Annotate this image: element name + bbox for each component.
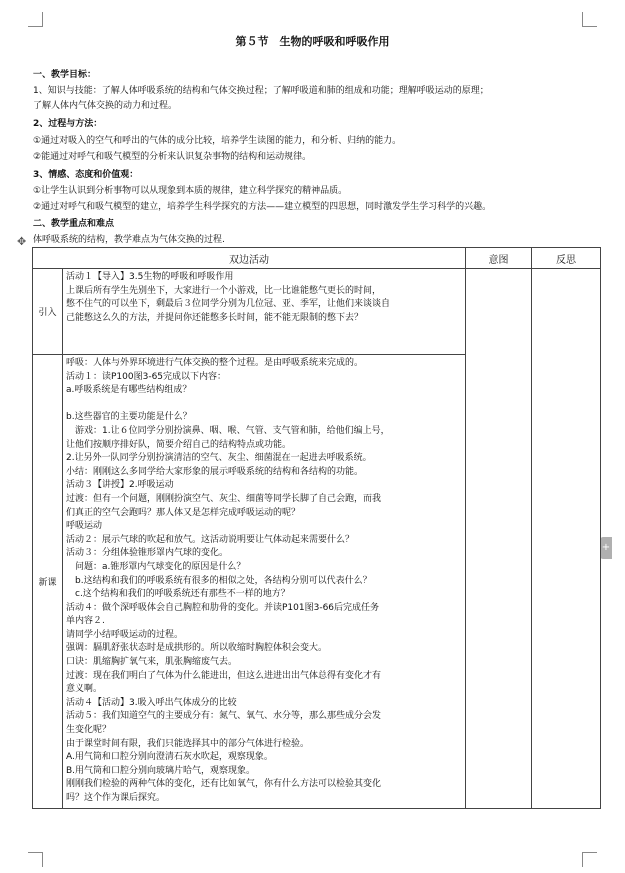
- objectives-heading: 一、教学目标：: [33, 70, 97, 80]
- text-line: 口诀：肌缩胸扩氧气来，肌张胸缩废气去。: [66, 657, 238, 668]
- text-line: 活动１：读P100图3-65完成以下内容：: [66, 371, 227, 382]
- text-line: 活动３【讲授】2.呼吸运动: [66, 480, 174, 491]
- text-line: 活动４：做个深呼吸体会自己胸腔和肋骨的变化。并读P101图3-66后完成任务: [66, 602, 380, 613]
- text-line: b.这结构和我们的呼吸系统有很多的相似之处，各结构分别可以代表什么？: [66, 575, 372, 586]
- table-row: [33, 269, 601, 355]
- text-line: 由于课堂时间有限，我们只能选择其中的部分气体进行检验。: [66, 738, 310, 749]
- text-line: 呼吸：人体与外界环境进行气体交换的整个过程。是由呼吸系统来完成的。: [66, 358, 364, 368]
- text-line: 意义啊。: [66, 684, 103, 695]
- text-line: 请同学小结呼吸运动的过程。: [66, 629, 184, 640]
- page-corner-mark: [582, 12, 597, 27]
- lesson-table: [32, 247, 601, 809]
- keypoints-line: 体呼吸系统的结构，教学难点为气体交换的过程.: [33, 235, 225, 245]
- knowledge-line: 了解人体内气体交换的动力和过程。: [33, 101, 178, 111]
- text-line: 活动４【活动】3.吸入呼出气体成分的比较: [66, 697, 237, 708]
- text-line: 己能憋这么久的方法，并提问你还能憋多长时间，能不能无限制的憋下去？: [66, 312, 364, 323]
- header-reflection: 反思: [532, 248, 601, 269]
- emotion-line: ②通过对呼气和吸气模型的建立，培养学生科学探究的方法——建立模型的四思想，同时激发学生学习科学的兴趣。: [33, 202, 492, 212]
- new-content: [63, 355, 466, 809]
- text-line: 小结：刚刚这么多同学给大家形象的展示呼吸系统的结构和各结构的功能。: [66, 466, 364, 477]
- text-line: 活动５：我们知道空气的主要成分有：氮气、氧气、水分等，那么那些成分会发: [66, 711, 382, 722]
- text-line: 强调：膈肌舒张状态时是成拱形的。所以收缩时胸腔体积会变大。: [66, 643, 328, 654]
- text-line: 生变化呢？: [66, 725, 112, 736]
- text-line: 过渡：现在我们明白了气体为什么能进出，但这么进进出出气体总得有变化才有: [66, 670, 382, 681]
- text-line: 吗？这个作为课后探究。: [66, 793, 166, 803]
- row-label-intro: 引入: [33, 269, 63, 355]
- text-line: c.这个结构和我们的呼吸系统还有那些不一样的地方？: [66, 589, 290, 600]
- intro-content: [63, 269, 466, 355]
- emotion-line: ①让学生认识到分析事物可以从现象到本质的规律，建立科学探究的精神品质。: [33, 186, 348, 196]
- page-corner-mark: [582, 852, 597, 867]
- text-line: 憋不住气的可以坐下，剩最后３位同学分别为几位冠、亚、季军，让他们来谈谈自: [66, 299, 391, 310]
- page-corner-mark: [28, 12, 43, 27]
- plus-icon[interactable]: +: [600, 537, 612, 559]
- keypoints-heading: 二、教学重点和难点: [33, 219, 115, 229]
- page-title: 第５节 生物的呼吸和呼吸作用: [235, 35, 390, 48]
- page-corner-mark: [28, 852, 43, 867]
- text-line: 刚刚我们检验的两种气体的变化，还有比如氧气，你有什么方法可以检验其变化: [66, 779, 382, 790]
- text-line: 单内容２.: [66, 616, 105, 627]
- text-line: 2.让另外一队同学分别扮演清洁的空气、灰尘、细菌混在一起进去呼吸系统。: [66, 453, 372, 464]
- knowledge-line: 1、知识与技能：了解人体呼吸系统的结构和气体交换过程；了解呼吸道和肺的组成和功能；理解呼吸运动的原理；: [33, 86, 489, 96]
- text-line: 活动２：展示气球的吹起和放气。这活动说明要让气体动起来需要什么？: [66, 534, 355, 545]
- text-line: 活动３：分组体验锥形罩内气球的变化。: [66, 548, 229, 559]
- text-line: 游戏：1.让６位同学分别扮演鼻、咽、喉、气管、支气管和肺，给他们编上号，: [66, 425, 390, 436]
- process-heading: 2、过程与方法：: [33, 119, 103, 129]
- text-line: b.这些器官的主要功能是什么？: [66, 412, 192, 423]
- text-line: a.呼吸系统是有哪些结构组成？: [66, 385, 192, 396]
- text-line: 过渡：但有一个问题，刚刚扮演空气、灰尘、细菌等同学长脚了自己会跑，而我: [66, 493, 382, 504]
- text-line: 活动１【导入】3.5生物的呼吸和呼吸作用: [66, 272, 234, 282]
- header-activities: 双边活动: [33, 248, 466, 269]
- text-line: [66, 398, 462, 412]
- reflection-cell[interactable]: [532, 269, 601, 809]
- process-line: ②能通过对呼气和吸气模型的分析来认识复杂事物的结构和运动规律。: [33, 152, 312, 162]
- text-line: A.用气筒和口腔分别向澄清石灰水吹起，观察现象。: [66, 752, 273, 763]
- text-line: 问题：a.锥形罩内气球变化的原因是什么？: [66, 561, 246, 572]
- text-line: 呼吸运动: [66, 521, 103, 532]
- text-line: 上课后所有学生先别坐下，大家进行一个小游戏，比一比谁能憋气更长的时间，: [66, 285, 382, 296]
- process-line: ①通过对吸入的空气和呼出的气体的成分比较，培养学生读图的能力，和分析、归纳的能力。: [33, 136, 402, 146]
- emotion-heading: 3、情感、态度和价值观：: [33, 170, 139, 180]
- row-label-new: 新课: [33, 355, 63, 809]
- text-line: 让他们按顺序排好队，简要介绍自己的结构特点或功能。: [66, 439, 292, 450]
- header-intent: 意图: [466, 248, 532, 269]
- table-header-row: [33, 248, 601, 269]
- intent-cell[interactable]: [466, 269, 532, 809]
- text-line: B.用气筒和口腔分别向玻璃片哈气，观察现象。: [66, 765, 256, 776]
- text-line: 们真正的空气会跑吗？那人体又是怎样完成呼吸运动的呢？: [66, 507, 301, 518]
- move-handle-icon[interactable]: ✥: [17, 235, 27, 248]
